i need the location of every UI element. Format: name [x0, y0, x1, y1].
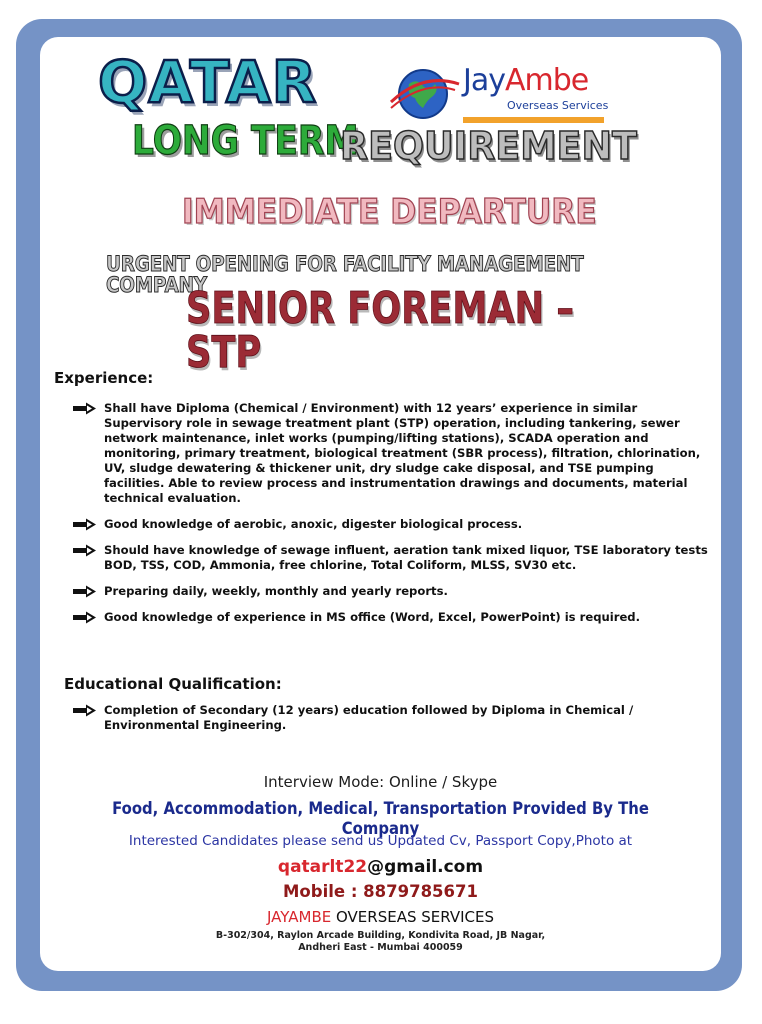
experience-item-text: Good knowledge of aerobic, anoxic, digester biological process.	[104, 517, 523, 531]
logo-name-jay: Jay	[463, 63, 505, 98]
email-user: qatarlt22	[277, 857, 368, 877]
list-item	[72, 401, 712, 506]
address-line-1: B-302/304, Raylon Arcade Building, Kondivita Road, JB Nagar,	[215, 930, 546, 941]
list-item	[72, 584, 712, 599]
arrow-right-icon	[72, 611, 97, 624]
company-name-jayambe: JAYAMBE	[266, 908, 332, 926]
arrow-right-icon	[72, 518, 97, 531]
arrow-right-icon	[72, 544, 97, 557]
globe-icon	[389, 62, 461, 126]
contact-mobile: Mobile : 8879785671	[283, 882, 478, 901]
experience-item-text: Should have knowledge of sewage influent, aeration tank mixed liquor, TSE laboratory tests BOD, TSS, COD, Ammonia, free chlorine, Total Coliform, MLSS, SV30 etc.	[104, 543, 708, 572]
arrow-right-icon	[72, 402, 97, 415]
company-name-rest: OVERSEAS SERVICES	[331, 908, 494, 926]
logo-subtitle: Overseas Services	[507, 99, 609, 112]
list-item	[72, 543, 712, 573]
headline-term: LONG TERM	[132, 118, 359, 164]
benefits-line: Food, Accommodation, Medical, Transportation Provided By The Company	[112, 799, 649, 838]
education-list	[72, 703, 712, 744]
experience-item-text: Shall have Diploma (Chemical / Environment) with 12 years’ experience in similar Supervisory role in sewage treatment plant (STP) operation, including tankering, sewer network maintenance, inlet works (pumping/lifting stations), SCADA operation and monitoring, primary treatment, biological treatment (SBR process), filtration, chlorination, UV, sludge dewatering & thickener unit, dry sludge cake disposal, and TSE pumping facilities. Able to review process and instrumentation drawings and documents, material technical evaluation.	[104, 401, 701, 505]
company-address	[40, 930, 721, 955]
headline-opening: URGENT OPENING FOR FACILITY MANAGEMENT COMPANY	[106, 252, 584, 297]
company-name	[40, 908, 721, 926]
address-line-2: Andheri East - Mumbai 400059	[298, 942, 463, 954]
interview-mode: Interview Mode: Online / Skype	[263, 773, 498, 791]
experience-item-text: Good knowledge of experience in MS office (Word, Excel, PowerPoint) is required.	[104, 610, 641, 624]
arrow-right-icon	[72, 704, 97, 717]
headline-requirement: REQUIREMENT	[340, 124, 637, 168]
contact-email	[40, 857, 721, 877]
apply-instructions: Interested Candidates please send us Updated Cv, Passport Copy,Photo at	[128, 833, 633, 849]
education-title: Educational Qualification:	[64, 675, 282, 693]
list-item	[72, 517, 712, 532]
company-logo	[389, 62, 609, 126]
poster-card	[40, 37, 721, 971]
headline-position: SENIOR FOREMAN – STP	[186, 283, 574, 378]
arrow-right-icon	[72, 585, 97, 598]
headline-departure: IMMEDIATE DEPARTURE	[182, 192, 597, 232]
logo-wordmark	[463, 63, 589, 98]
education-item-text: Completion of Secondary (12 years) education followed by Diploma in Chemical / Environmental Engineering.	[104, 703, 634, 732]
headline-country: QATAR	[98, 48, 318, 116]
experience-title: Experience:	[54, 369, 154, 387]
logo-name-ambe: Ambe	[505, 63, 589, 98]
logo-underline	[463, 117, 604, 123]
experience-item-text: Preparing daily, weekly, monthly and yearly reports.	[104, 584, 448, 598]
list-item	[72, 610, 712, 625]
email-domain: @gmail.com	[367, 857, 484, 877]
list-item	[72, 703, 712, 733]
experience-list	[72, 401, 712, 636]
